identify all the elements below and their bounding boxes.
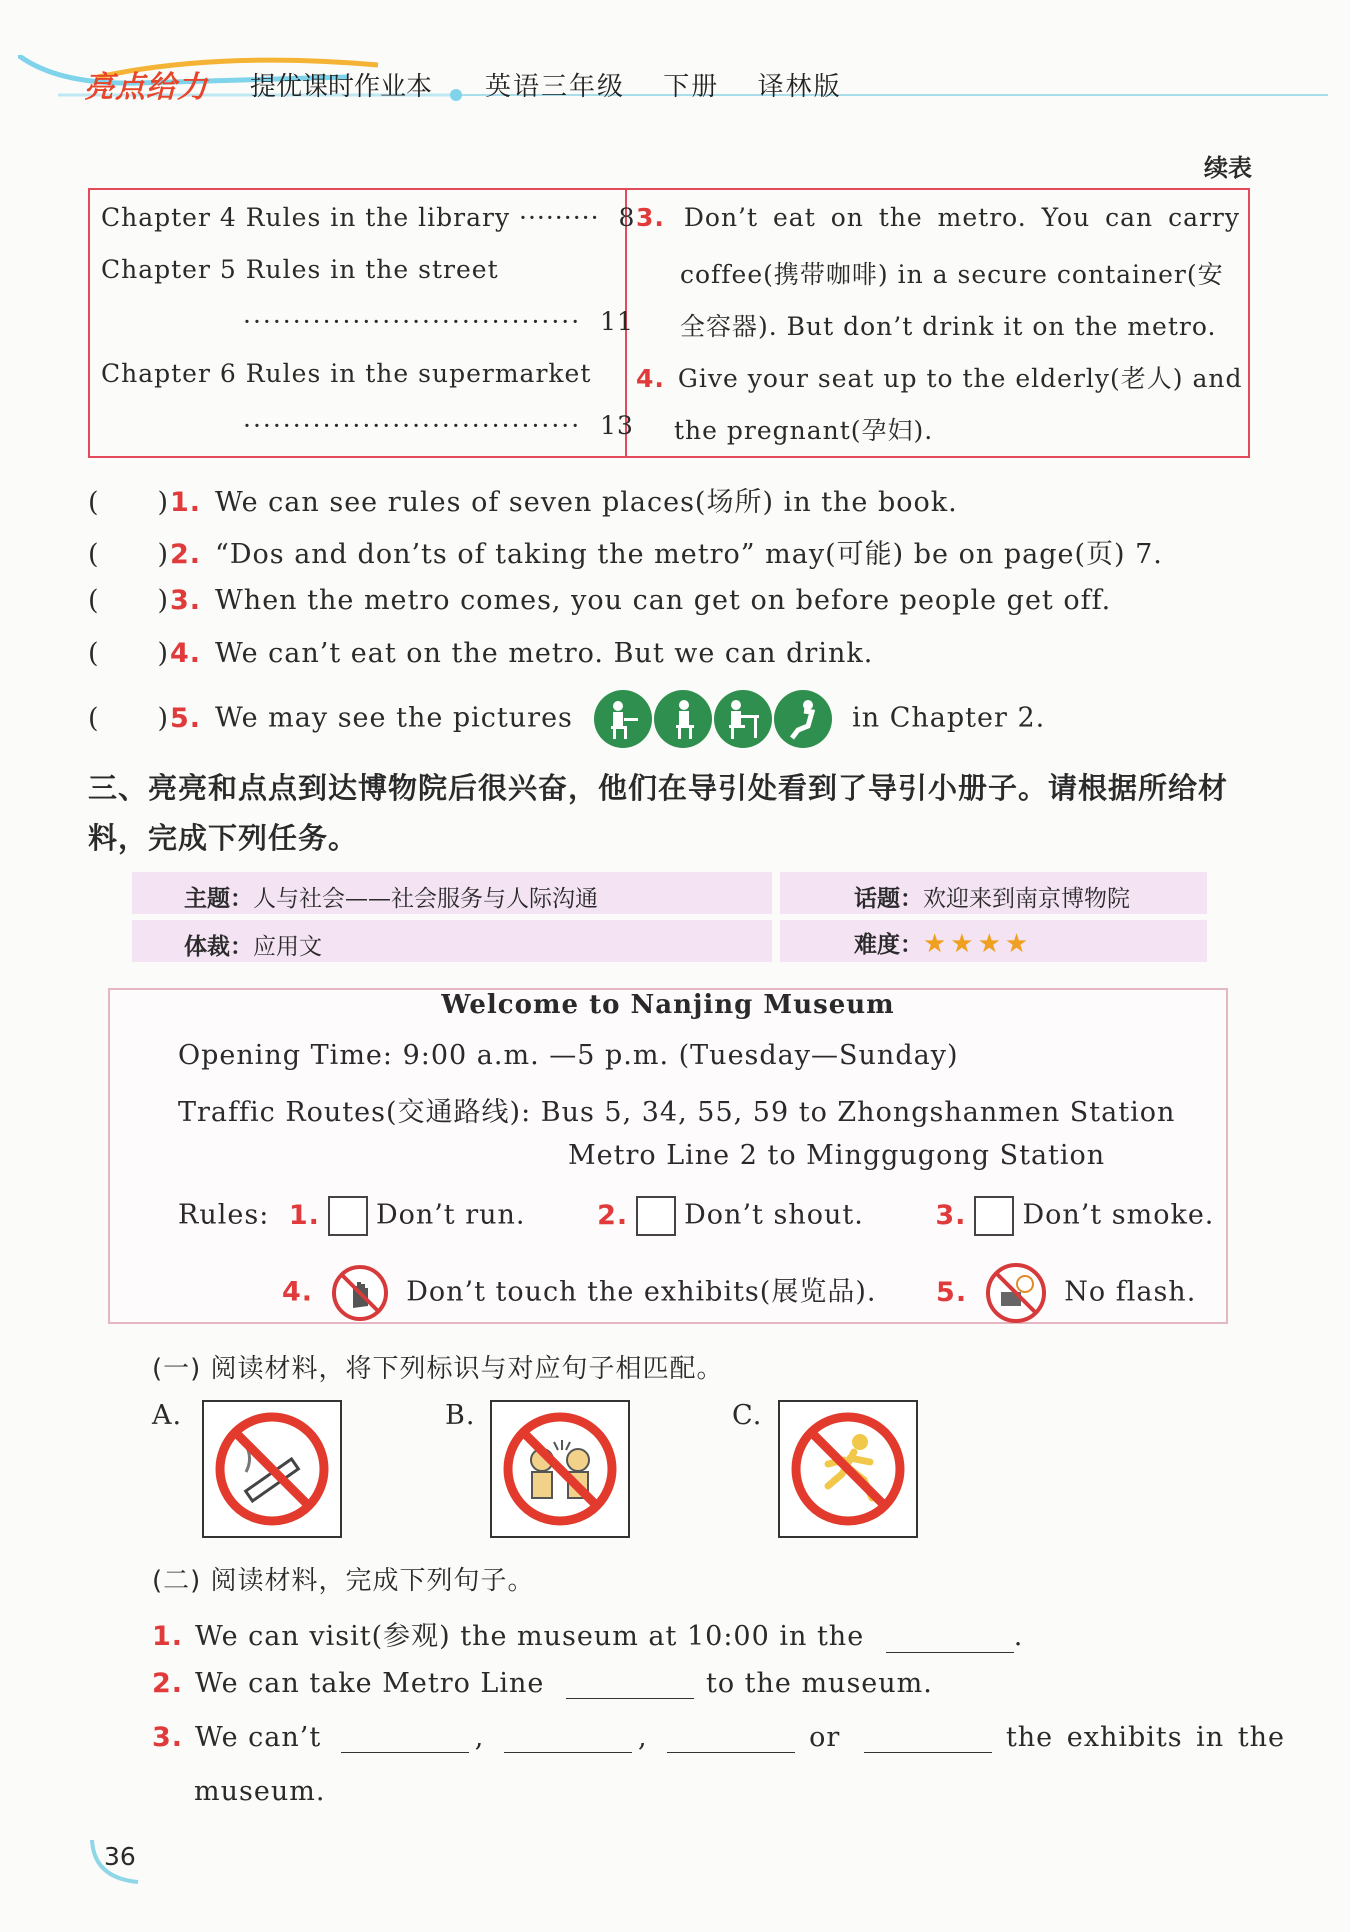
answer-blank[interactable]: ( ) bbox=[88, 585, 170, 616]
part-1-title: (一) 阅读材料，将下列标识与对应句子相匹配。 bbox=[152, 1354, 724, 1384]
opening-time: Opening Time: 9:00 a.m. —5 p.m. (Tuesday—Sunday) bbox=[178, 1040, 959, 1071]
tf-item-3: ( )3. When the metro comes, you can get on before people get off. bbox=[88, 585, 1112, 616]
no-running-icon bbox=[778, 1400, 918, 1538]
sitting-writing-icon bbox=[714, 690, 772, 748]
metro-route: Metro Line 2 to Minggugong Station bbox=[568, 1140, 1106, 1171]
toc-chapter-6-page: ·································· 13 bbox=[243, 411, 634, 440]
fill-question-3-cont: museum. bbox=[194, 1776, 326, 1807]
rules-row-1: Rules: 1. Don’t run. 2. Don’t shout. 3. Don’t smoke. bbox=[178, 1196, 1214, 1236]
fill-question-2: 2. We can take Metro Line to the museum. bbox=[152, 1668, 933, 1699]
rule-1-checkbox[interactable] bbox=[328, 1196, 368, 1236]
answer-blank[interactable]: ( ) bbox=[88, 702, 170, 734]
answer-blank[interactable] bbox=[566, 1668, 694, 1699]
rules-row-2: 4. Don’t touch the exhibits(展览品). 5. No flash. bbox=[282, 1262, 1196, 1324]
book-title: 提优课时作业本 bbox=[250, 72, 433, 102]
difficulty-label: 难度：★★★★ bbox=[854, 929, 1033, 959]
no-flash-icon bbox=[985, 1262, 1047, 1324]
toc-rule-4-line1: 4. Give your seat up to the elderly(老人) and bbox=[636, 364, 1243, 393]
tf-item-1: ( )1. We can see rules of seven places(场所) in the book. bbox=[88, 487, 958, 518]
answer-blank[interactable]: ( ) bbox=[88, 487, 170, 518]
traffic-routes: Traffic Routes(交通路线): Bus 5, 34, 55, 59 to Zhongshanmen Station bbox=[178, 1097, 1176, 1128]
toc-chapter-4: Chapter 4 Rules in the library ········· 8 bbox=[101, 203, 636, 232]
topic-label: 话题：欢迎来到南京博物院 bbox=[854, 886, 1130, 912]
answer-blank[interactable]: ( ) bbox=[88, 638, 170, 669]
answer-blank[interactable] bbox=[341, 1722, 469, 1753]
toc-chapter-6: Chapter 6 Rules in the supermarket bbox=[101, 359, 592, 388]
difficulty-stars: ★★★★ bbox=[923, 929, 1033, 959]
subject: 英语三年级 bbox=[485, 72, 626, 102]
museum-title: Welcome to Nanjing Museum bbox=[441, 990, 895, 1020]
sitting-relaxing-icon bbox=[774, 690, 832, 748]
rule-3-checkbox[interactable] bbox=[974, 1196, 1014, 1236]
sitting-reading-icon bbox=[594, 690, 652, 748]
edition: 译林版 bbox=[757, 72, 842, 102]
book-info bbox=[485, 66, 870, 103]
toc-rule-4-line2: the pregnant(孕妇). bbox=[674, 416, 934, 445]
page-number: 36 bbox=[104, 1842, 136, 1871]
rule-2-checkbox[interactable] bbox=[636, 1196, 676, 1236]
theme-label: 主题：人与社会——社会服务与人际沟通 bbox=[184, 886, 598, 912]
sign-c-label: C. bbox=[732, 1400, 763, 1431]
sign-b-label: B. bbox=[445, 1400, 476, 1431]
brand-logo: 亮点给力 bbox=[84, 70, 208, 105]
tf-item-5: ( )5. We may see the pictures in Chapter 2. bbox=[88, 690, 1045, 748]
toc-rule-3-line1: 3. Don’t eat on the metro. You can carry bbox=[636, 203, 1240, 232]
fill-question-3: 3. We can’t , , or the exhibits in the bbox=[152, 1722, 1285, 1753]
toc-chapter-5-page: ·································· 11 bbox=[243, 307, 634, 336]
volume: 下册 bbox=[663, 72, 720, 102]
tf-item-4: ( )4. We can’t eat on the metro. But we can drink. bbox=[88, 638, 874, 669]
answer-blank[interactable] bbox=[886, 1622, 1014, 1653]
answer-blank[interactable] bbox=[504, 1722, 632, 1753]
toc-rule-3-line2: coffee(携带咖啡) in a secure container(安 bbox=[680, 260, 1224, 289]
no-touch-icon bbox=[331, 1264, 389, 1322]
tf-item-2: ( )2. “Dos and don’ts of taking the metro” may(可能) be on page(页) 7. bbox=[88, 539, 1163, 570]
sign-a-label: A. bbox=[152, 1400, 183, 1431]
no-shouting-icon bbox=[490, 1400, 630, 1538]
answer-blank[interactable]: ( ) bbox=[88, 539, 170, 570]
toc-rule-3-line3: 全容器). But don’t drink it on the metro. bbox=[680, 312, 1217, 341]
continued-label: 续表 bbox=[1204, 154, 1252, 182]
toc-chapter-5: Chapter 5 Rules in the street bbox=[101, 255, 499, 284]
answer-blank[interactable] bbox=[667, 1722, 795, 1753]
part-2-title: (二) 阅读材料，完成下列句子。 bbox=[152, 1566, 535, 1596]
meta-info-band bbox=[132, 872, 1207, 964]
genre-label: 体裁：应用文 bbox=[184, 934, 322, 960]
no-smoking-icon bbox=[202, 1400, 342, 1538]
fill-question-1: 1. We can visit(参观) the museum at 10:00 in the . bbox=[152, 1621, 1024, 1652]
section-3-title: 三、亮亮和点点到达博物院后很兴奋，他们在导引处看到了导引小册子。请根据所给材料，完成下列任务。 bbox=[88, 771, 1229, 855]
sitting-talking-icon bbox=[654, 690, 712, 748]
answer-blank[interactable] bbox=[864, 1722, 992, 1753]
